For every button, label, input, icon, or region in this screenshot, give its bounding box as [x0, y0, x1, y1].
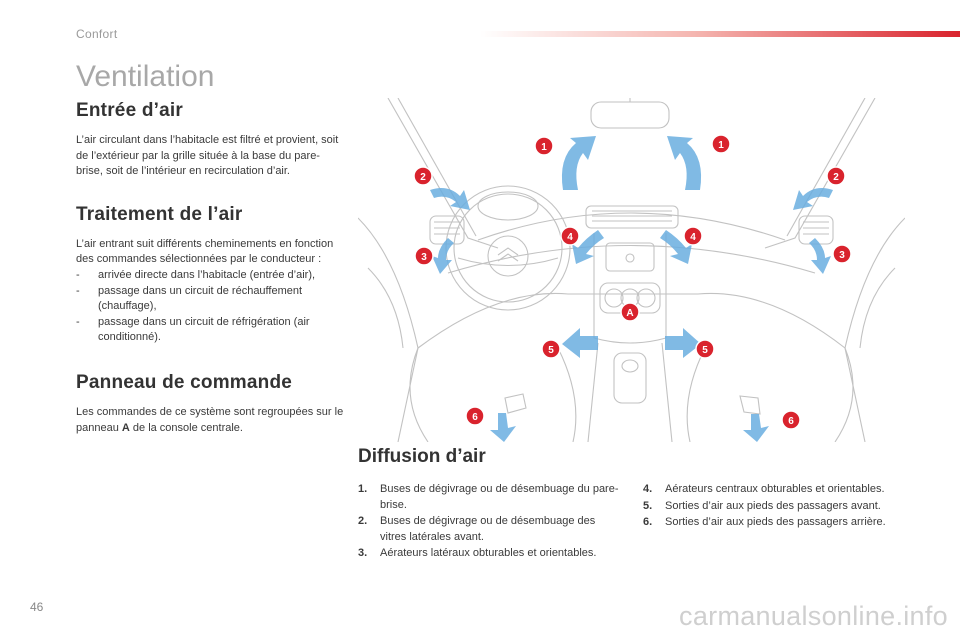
- svg-text:1: 1: [718, 140, 724, 151]
- arrow-6-left: [490, 413, 516, 442]
- page-title: Ventilation: [76, 60, 215, 93]
- marker-2-left: [414, 167, 432, 185]
- marker-4-left: [561, 227, 579, 245]
- arrow-5-left: [562, 328, 598, 358]
- list-item: 3. Aérateurs latéraux obturables et orientables.: [358, 547, 597, 560]
- svg-text:3: 3: [421, 252, 427, 263]
- left-column: [76, 100, 344, 456]
- marker-5-left: [542, 340, 560, 358]
- marker-3-left: [415, 247, 433, 265]
- panel-letter: A: [121, 421, 130, 434]
- svg-text:5: 5: [702, 345, 708, 356]
- marker-A: [621, 303, 639, 321]
- svg-text:2: 2: [420, 172, 426, 183]
- header-accent-bar: [480, 31, 960, 37]
- list-item: 6. Sorties d’air aux pieds des passagers arrière.: [643, 516, 886, 529]
- entree-heading: Entrée d’air: [76, 100, 183, 121]
- arrow-5-right: [665, 328, 701, 358]
- list-item: - arrivée directe dans l’habitacle (entrée d’air),: [76, 268, 316, 281]
- marker-4-right: [684, 227, 702, 245]
- page-number: 46: [30, 600, 44, 614]
- entree-text: L’air circulant dans l’habitacle est filtré et provient, soit de l’extérieur par la grille située à la base du pare-brise, soit de l’intérieur en recirculation d’air.: [76, 134, 339, 178]
- svg-text:4: 4: [690, 232, 696, 243]
- diffusion-section: [358, 446, 918, 563]
- list-item: - passage dans un circuit de réfrigération (air conditionné).: [76, 315, 310, 344]
- arrow-1-right: [667, 136, 701, 190]
- list-item: 2. Buses de dégivrage ou de désembuage des vitres latérales avant.: [358, 515, 596, 543]
- marker-3-right: [833, 245, 851, 263]
- diffusion-right-col: [643, 482, 906, 563]
- panneau-heading: Panneau de commande: [76, 371, 293, 393]
- marker-1-left: [535, 137, 553, 155]
- traitement-heading: Traitement de l’air: [76, 203, 243, 225]
- panneau-section: [76, 372, 344, 436]
- svg-text:6: 6: [788, 416, 794, 427]
- traitement-text: L’air entrant suit différents cheminements en fonction des commandes sélectionnées par le conducteur :: [76, 237, 334, 266]
- marker-6-left: [466, 407, 484, 425]
- svg-text:5: 5: [548, 345, 554, 356]
- list-item: - passage dans un circuit de réchauffement (chauffage),: [76, 284, 303, 313]
- arrow-1-left: [562, 136, 596, 190]
- marker-5-right: [696, 340, 714, 358]
- marker-2-right: [827, 167, 845, 185]
- svg-text:1: 1: [541, 142, 547, 153]
- watermark: carmanualsonline.info: [679, 601, 948, 631]
- arrow-6-right: [743, 414, 769, 442]
- section-tag: Confort: [76, 27, 118, 41]
- traitement-list: [76, 268, 344, 346]
- panneau-text: Les commandes de ce système sont regroupées sur le panneau A de la console centrale.: [76, 405, 344, 434]
- svg-text:4: 4: [567, 232, 573, 243]
- list-item: 1. Buses de dégivrage ou de désembuage du pare-brise.: [358, 483, 619, 511]
- svg-text:6: 6: [472, 412, 478, 423]
- list-item: 5. Sorties d’air aux pieds des passagers avant.: [643, 499, 881, 512]
- entree-section: [76, 100, 344, 180]
- diffusion-left-col: [358, 482, 621, 563]
- arrow-3-right: [809, 238, 831, 274]
- traitement-section: [76, 204, 344, 346]
- svg-text:2: 2: [833, 172, 839, 183]
- list-item: 4. Aérateurs centraux obturables et orientables.: [643, 483, 885, 495]
- marker-1-right: [712, 135, 730, 153]
- ventilation-diagram: [358, 98, 905, 442]
- marker-6-right: [782, 411, 800, 429]
- svg-text:A: A: [626, 308, 634, 319]
- diffusion-heading: Diffusion d’air: [358, 446, 486, 467]
- diffusion-columns: [358, 482, 918, 563]
- svg-text:3: 3: [839, 250, 845, 261]
- arrow-3-left: [432, 238, 454, 274]
